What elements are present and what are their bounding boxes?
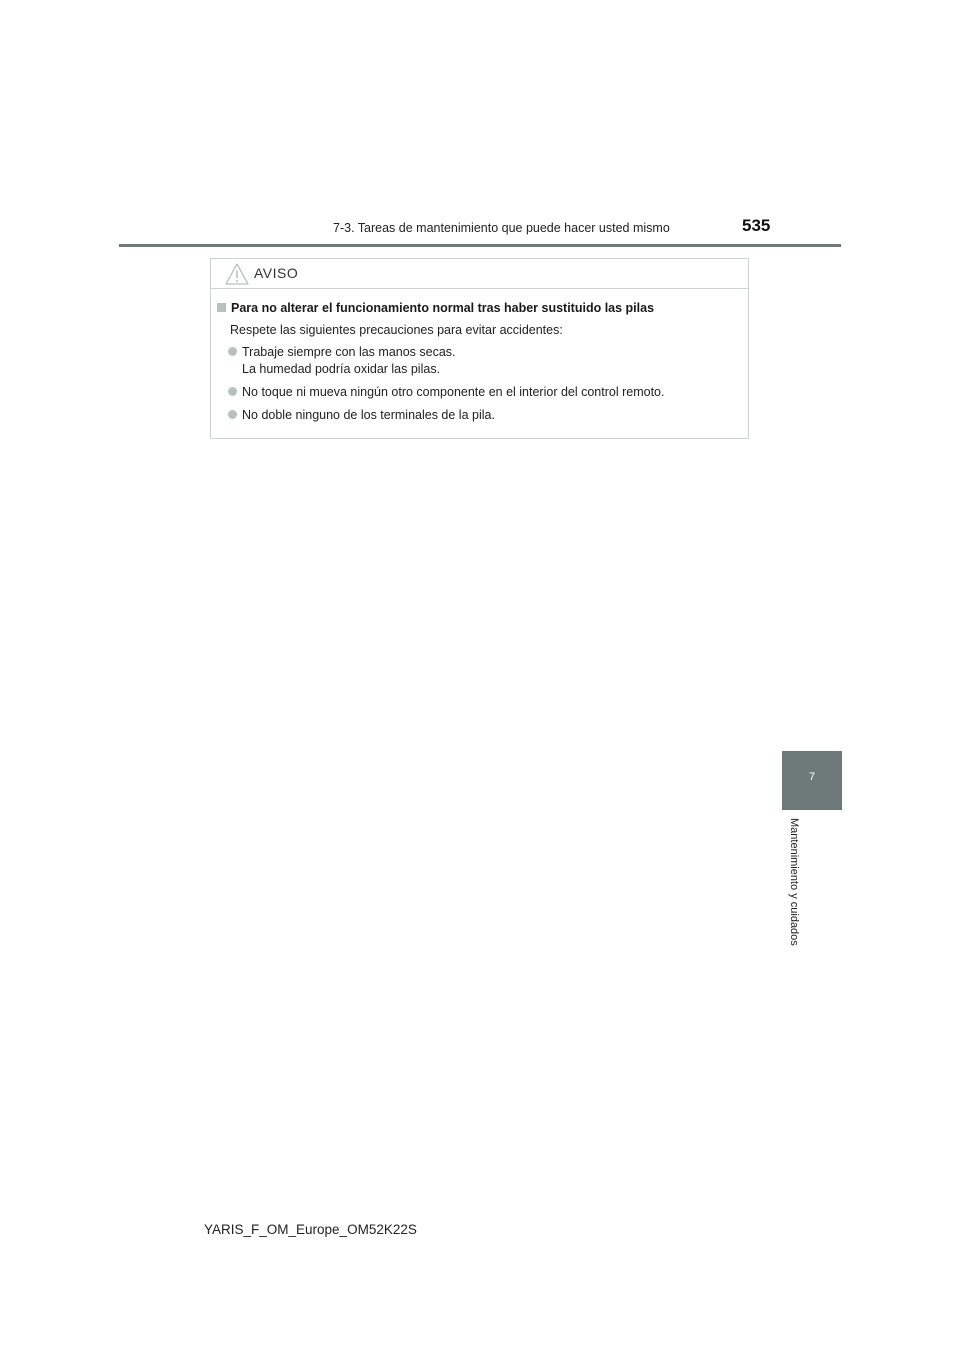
section-title: 7-3. Tareas de mantenimiento que puede hacer usted mismo <box>333 221 670 235</box>
footer-code: YARIS_F_OM_Europe_OM52K22S <box>204 1222 417 1237</box>
list-item <box>228 344 456 378</box>
square-bullet-icon <box>217 303 226 312</box>
warning-heading <box>217 301 654 315</box>
warning-triangle-icon <box>224 262 250 286</box>
warning-label: AVISO <box>254 265 299 281</box>
list-item-text: Trabaje siempre con las manos secas. <box>242 345 456 359</box>
warning-box <box>210 258 749 439</box>
warning-header <box>211 259 748 289</box>
warning-intro: Respete las siguientes precauciones para evitar accidentes: <box>230 323 563 337</box>
circle-bullet-icon <box>228 347 237 356</box>
circle-bullet-icon <box>228 387 237 396</box>
page-number: 535 <box>742 216 771 235</box>
warning-heading-text: Para no alterar el funcionamiento normal tras haber sustituido las pilas <box>231 301 655 315</box>
chapter-tab <box>782 751 842 810</box>
chapter-label: Mantenimiento y cuidados <box>788 818 800 946</box>
chapter-number: 7 <box>808 771 816 783</box>
list-item-text: No toque ni mueva ningún otro componente en el interior del control remoto. <box>242 385 665 399</box>
circle-bullet-icon <box>228 410 237 419</box>
list-item-subtext: La humedad podría oxidar las pilas. <box>242 362 441 376</box>
list-item <box>228 407 495 424</box>
list-item-text: No doble ninguno de los terminales de la pila. <box>242 408 495 422</box>
header-rule <box>119 244 841 247</box>
list-item <box>228 384 664 401</box>
